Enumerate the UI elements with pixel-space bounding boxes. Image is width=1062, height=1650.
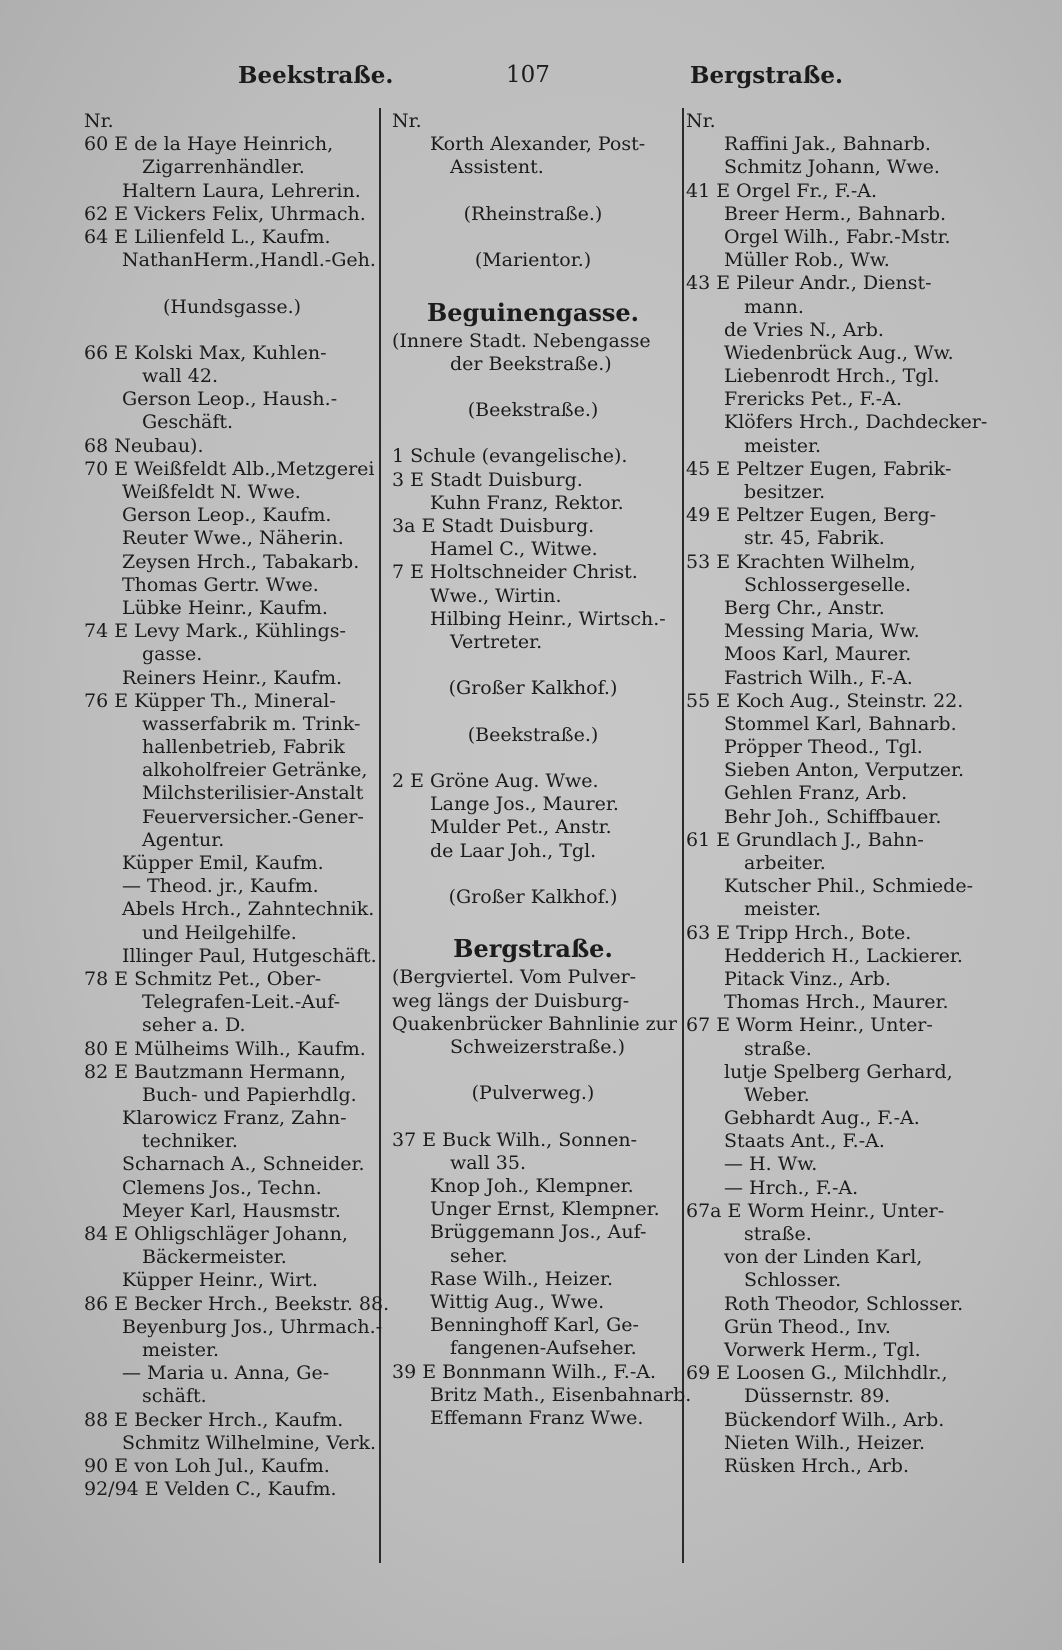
directory-entry-line: Bückendorf Wilh., Arb. (724, 1408, 945, 1431)
directory-entry-line: Vertreter. (450, 630, 543, 653)
directory-entry-line: 74 E Levy Mark., Kühlings- (84, 620, 346, 643)
spacer (392, 180, 674, 203)
directory-entry-line: Weißfeldt N. Wwe. (122, 481, 301, 503)
directory-entry-line: Fastrich Wilh., F.-A. (724, 666, 913, 689)
directory-entry-line: Mulder Pet., Anstr. (430, 816, 612, 839)
directory-entry-line: Quakenbrücker Bahnlinie zur (392, 1012, 677, 1035)
directory-entry-line: 78 E Schmitz Pet., Ober- (84, 967, 322, 990)
directory-entry-line: Bäckermeister. (142, 1246, 287, 1269)
directory-entry-line: 84 E Ohligschläger Johann, (84, 1223, 348, 1245)
directory-entry-line: techniker. (142, 1130, 238, 1153)
cross-reference: (Großer Kalkhof.) (448, 677, 618, 700)
directory-entry-line: Breer Herm., Bahnarb. (724, 202, 947, 225)
directory-entry-line: Korth Alexander, Post- (430, 133, 646, 156)
directory-entry-line: 53 E Krachten Wilhelm, (686, 550, 916, 573)
directory-entry-line: Schmitz Johann, Wwe. (724, 156, 940, 179)
directory-entry-line: Thomas Hrch., Maurer. (724, 991, 949, 1014)
directory-entry-line: weg längs der Duisburg- (392, 989, 630, 1012)
directory-entry-line: Geschäft. (142, 411, 234, 434)
directory-entry-line: Grün Theod., Inv. (724, 1315, 891, 1338)
spacer (392, 654, 674, 677)
directory-entry-line: Behr Joh., Schiffbauer. (724, 805, 942, 828)
directory-entry-line: Hedderich H., Lackierer. (724, 944, 963, 967)
directory-entry-line: Rüsken Hrch., Arb. (724, 1454, 909, 1477)
directory-entry-line: Unger Ernst, Klempner. (430, 1198, 660, 1221)
directory-entry-line: mann. (744, 295, 804, 318)
directory-entry-line: Schmitz Wilhelmine, Verk. (122, 1431, 377, 1454)
directory-entry-line: Feuerversicher.-Gener- (142, 805, 364, 828)
spacer (392, 422, 674, 445)
directory-entry-line: Britz Math., Eisenbahnarb. (430, 1383, 692, 1406)
directory-entry-line: 37 E Buck Wilh., Sonnen- (392, 1128, 638, 1151)
directory-entry-line: 82 E Bautzmann Hermann, (84, 1060, 346, 1083)
directory-entry-line: seher a. D. (142, 1014, 246, 1037)
directory-entry-line: 80 E Mülheims Wilh., Kaufm. (84, 1037, 366, 1060)
spacer (392, 747, 674, 770)
directory-entry-line: Berg Chr., Anstr. (724, 596, 885, 619)
column-divider (682, 108, 684, 1563)
directory-entry-line: Staats Ant., F.-A. (724, 1130, 885, 1153)
directory-entry-line: Benninghoff Karl, Ge- (430, 1314, 639, 1337)
directory-entry-line: Weber. (744, 1083, 810, 1106)
directory-entry-line: und Heilgehilfe. (142, 921, 297, 944)
directory-entry-line: 41 E Orgel Fr., F.-A. (686, 179, 878, 202)
directory-entry-line: Küpper Emil, Kaufm. (122, 852, 324, 874)
directory-entry-line: de Laar Joh., Tgl. (430, 839, 597, 862)
directory-entry-line: Pröpper Theod., Tgl. (724, 736, 923, 759)
directory-entry-line: Scharnach A., Schneider. (122, 1153, 365, 1176)
directory-entry-line: Wwe., Wirtin. (430, 584, 562, 607)
street-heading: Bergstraße. (453, 934, 613, 964)
directory-entry-line: — Theod. jr., Kaufm. (122, 875, 319, 898)
spacer (392, 272, 674, 295)
directory-entry-line: Assistent. (450, 156, 544, 179)
directory-entry-line: Kuhn Franz, Rektor. (430, 491, 624, 514)
directory-entry-line: 60 E de la Haye Heinrich, (84, 133, 334, 156)
directory-entry-line: 62 E Vickers Felix, Uhrmach. (84, 202, 366, 225)
cross-reference: (Beekstraße.) (467, 723, 599, 746)
spacer (392, 863, 674, 886)
directory-entry-line: 66 E Kolski Max, Kuhlen- (84, 341, 327, 364)
directory-entry-line: 76 E Küpper Th., Mineral- (84, 689, 336, 712)
directory-entry-line: Reiners Heinr., Kaufm. (122, 666, 343, 689)
directory-entry-line: Lange Jos., Maurer. (430, 793, 619, 816)
directory-entry-line: Nr. (392, 110, 422, 132)
directory-entry-line: hallenbetrieb, Fabrik (142, 736, 345, 759)
directory-entry-line: 67 E Worm Heinr., Unter- (686, 1014, 933, 1037)
directory-entry-line: 39 E Bonnmann Wilh., F.-A. (392, 1360, 657, 1383)
cross-reference: (Marientor.) (474, 249, 592, 272)
directory-entry-line: 68 Neubau). (84, 434, 204, 457)
directory-entry-line: Beyenburg Jos., Uhrmach.- (122, 1315, 383, 1338)
directory-entry-line: 55 E Koch Aug., Steinstr. 22. (686, 689, 964, 712)
spacer (392, 226, 674, 249)
directory-entry-line: Effemann Franz Wwe. (430, 1406, 644, 1429)
directory-entry-line: 64 E Lilienfeld L., Kaufm. (84, 225, 331, 248)
spacer (392, 701, 674, 724)
directory-entry-line: 86 E Becker Hrch., Beekstr. 88. (84, 1292, 390, 1315)
directory-entry-line: 43 E Pileur Andr., Dienst- (686, 272, 932, 295)
directory-entry-line: 3a E Stadt Duisburg. (392, 515, 595, 537)
directory-entry-line: 69 E Loosen G., Milchhdlr., (686, 1362, 948, 1385)
cross-reference: (Rheinstraße.) (463, 202, 603, 225)
directory-entry-line: Stommel Karl, Bahnarb. (724, 712, 957, 735)
directory-entry-line: Frericks Pet., F.-A. (724, 388, 902, 411)
directory-entry-line: Gehlen Franz, Arb. (724, 782, 908, 805)
directory-entry-line: straße. (744, 1037, 812, 1060)
directory-entry-line: 3 E Stadt Duisburg. (392, 468, 583, 491)
directory-entry-line: alkoholfreier Getränke, (142, 759, 368, 782)
directory-entry-line: meister. (744, 434, 822, 457)
directory-entry-line: Raffini Jak., Bahnarb. (724, 133, 931, 156)
street-heading: Beguinengasse. (426, 297, 640, 327)
directory-entry-line: meister. (142, 1338, 220, 1361)
directory-entry-line: Abels Hrch., Zahntechnik. (122, 898, 375, 921)
directory-entry-line: Hilbing Heinr., Wirtsch.- (430, 607, 666, 630)
directory-entry-line: de Vries N., Arb. (724, 318, 884, 341)
right-street-header: Bergstraße. (690, 62, 843, 89)
directory-entry-line: Wittig Aug., Wwe. (430, 1291, 605, 1313)
directory-entry-line: Klöfers Hrch., Dachdecker- (724, 411, 988, 434)
directory-entry-line: 45 E Peltzer Eugen, Fabrik- (686, 457, 952, 480)
directory-entry-line: 63 E Tripp Hrch., Bote. (686, 921, 912, 944)
directory-entry-line: meister. (744, 898, 822, 921)
directory-entry-line: Moos Karl, Maurer. (724, 643, 912, 666)
directory-entry-line: Nieten Wilh., Heizer. (724, 1431, 925, 1454)
directory-entry-line: Lübke Heinr., Kaufm. (122, 596, 328, 619)
directory-entry-line: — H. Ww. (724, 1153, 818, 1176)
directory-entry-line: gasse. (142, 643, 203, 666)
directory-entry-line: Roth Theodor, Schlosser. (724, 1292, 964, 1315)
directory-entry-line: Gebhardt Aug., F.-A. (724, 1107, 920, 1130)
directory-entry-line: Hamel C., Witwe. (430, 538, 598, 561)
spacer (392, 1059, 674, 1082)
directory-entry-line: Milchsterilisier-Anstalt (142, 782, 364, 805)
directory-entry-line: Meyer Karl, Hausmstr. (122, 1199, 341, 1222)
left-street-header: Beekstraße. (238, 62, 394, 89)
directory-entry-line: (Innere Stadt. Nebengasse (392, 329, 651, 352)
spacer (84, 272, 380, 295)
directory-entry-line: besitzer. (744, 481, 826, 503)
directory-entry-line: 49 E Peltzer Eugen, Berg- (686, 504, 937, 527)
directory-entry-line: Schlossergeselle. (744, 573, 912, 596)
directory-entry-line: Pitack Vinz., Arb. (724, 967, 891, 990)
directory-entry-line: Orgel Wilh., Fabr.-Mstr. (724, 225, 951, 248)
spacer (84, 319, 380, 342)
directory-entry-line: 61 E Grundlach J., Bahn- (686, 828, 924, 851)
directory-entry-line: Agentur. (142, 828, 225, 851)
page-number: 107 (506, 62, 550, 88)
directory-entry-line: — Maria u. Anna, Ge- (122, 1362, 330, 1385)
directory-entry-line: 90 E von Loh Jul., Kaufm. (84, 1454, 330, 1477)
column-middle (392, 110, 692, 1430)
directory-entry-line: Illinger Paul, Hutgeschäft. (122, 944, 377, 967)
directory-entry-line: seher. (450, 1244, 508, 1267)
directory-entry-line: Gerson Leop., Haush.- (122, 388, 338, 411)
directory-entry-line: NathanHerm.,Handl.-Geh. (122, 249, 376, 272)
directory-entry-line: 88 E Becker Hrch., Kaufm. (84, 1408, 344, 1431)
spacer (392, 1106, 674, 1129)
cross-reference: (Beekstraße.) (467, 399, 599, 422)
directory-entry-line: 7 E Holtschneider Christ. (392, 561, 638, 584)
directory-entry-line: Gerson Leop., Kaufm. (122, 504, 332, 527)
directory-entry-line: 2 E Gröne Aug. Wwe. (392, 770, 599, 793)
cross-reference: (Großer Kalkhof.) (448, 886, 618, 908)
directory-entry-line: Brüggemann Jos., Auf- (430, 1221, 647, 1244)
spacer (392, 909, 674, 932)
directory-entry-line: Küpper Heinr., Wirt. (122, 1269, 318, 1292)
cross-reference: (Pulverweg.) (471, 1082, 595, 1105)
directory-entry-line: arbeiter. (744, 852, 826, 874)
directory-entry-line: Sieben Anton, Verputzer. (724, 759, 964, 782)
column-right (686, 110, 988, 1478)
directory-entry-line: schäft. (142, 1385, 207, 1408)
directory-entry-line: str. 45, Fabrik. (744, 527, 885, 550)
directory-entry-line: Buch- und Papierhdlg. (142, 1083, 357, 1106)
directory-entry-line: 70 E Weißfeldt Alb.,Metzgerei (84, 457, 375, 480)
directory-entry-line: Klarowicz Franz, Zahn- (122, 1107, 347, 1130)
directory-entry-line: Nr. (686, 110, 716, 132)
directory-entry-line: Messing Maria, Ww. (724, 620, 920, 643)
directory-entry-line: (Bergviertel. Vom Pulver- (392, 966, 637, 989)
column-left (84, 110, 390, 1501)
cross-reference: (Hundsgasse.) (162, 295, 302, 318)
directory-entry-line: Reuter Wwe., Näherin. (122, 527, 344, 550)
directory-entry-line: Zeysen Hrch., Tabakarb. (122, 550, 360, 573)
directory-entry-line: Thomas Gertr. Wwe. (122, 573, 319, 596)
directory-entry-line: 67a E Worm Heinr., Unter- (686, 1199, 945, 1222)
directory-entry-line: 1 Schule (evangelische). (392, 445, 628, 468)
directory-entry-line: Schweizerstraße.) (450, 1035, 625, 1058)
directory-entry-line: Clemens Jos., Techn. (122, 1176, 322, 1199)
directory-entry-line: lutje Spelberg Gerhard, (724, 1060, 953, 1083)
directory-entry-line: Düssernstr. 89. (744, 1385, 891, 1408)
directory-entry-line: Knop Joh., Klempner. (430, 1175, 634, 1198)
directory-entry-line: 92/94 E Velden C., Kaufm. (84, 1478, 337, 1501)
directory-entry-line: wasserfabrik m. Trink- (142, 712, 361, 735)
directory-entry-line: Wiedenbrück Aug., Ww. (724, 341, 954, 364)
directory-entry-line: straße. (744, 1223, 812, 1245)
directory-entry-line: von der Linden Karl, (724, 1246, 923, 1269)
directory-entry-line: fangenen-Aufseher. (450, 1337, 637, 1360)
directory-entry-line: Haltern Laura, Lehrerin. (122, 179, 361, 202)
directory-entry-line: — Hrch., F.-A. (724, 1176, 859, 1199)
directory-entry-line: Nr. (84, 110, 114, 132)
directory-entry-line: wall 35. (450, 1151, 526, 1174)
directory-entry-line: wall 42. (142, 365, 218, 388)
directory-entry-line: Rase Wilh., Heizer. (430, 1267, 613, 1290)
directory-entry-line: Liebenrodt Hrch., Tgl. (724, 365, 940, 388)
directory-entry-line: Kutscher Phil., Schmiede- (724, 875, 973, 898)
directory-entry-line: der Beekstraße.) (450, 352, 612, 375)
directory-entry-line: Zigarrenhändler. (142, 156, 305, 179)
directory-entry-line: Vorwerk Herm., Tgl. (724, 1338, 921, 1361)
directory-entry-line: Müller Rob., Ww. (724, 249, 890, 272)
directory-entry-line: Telegrafen-Leit.-Auf- (142, 991, 341, 1014)
spacer (392, 376, 674, 399)
directory-entry-line: Schlosser. (744, 1269, 842, 1292)
